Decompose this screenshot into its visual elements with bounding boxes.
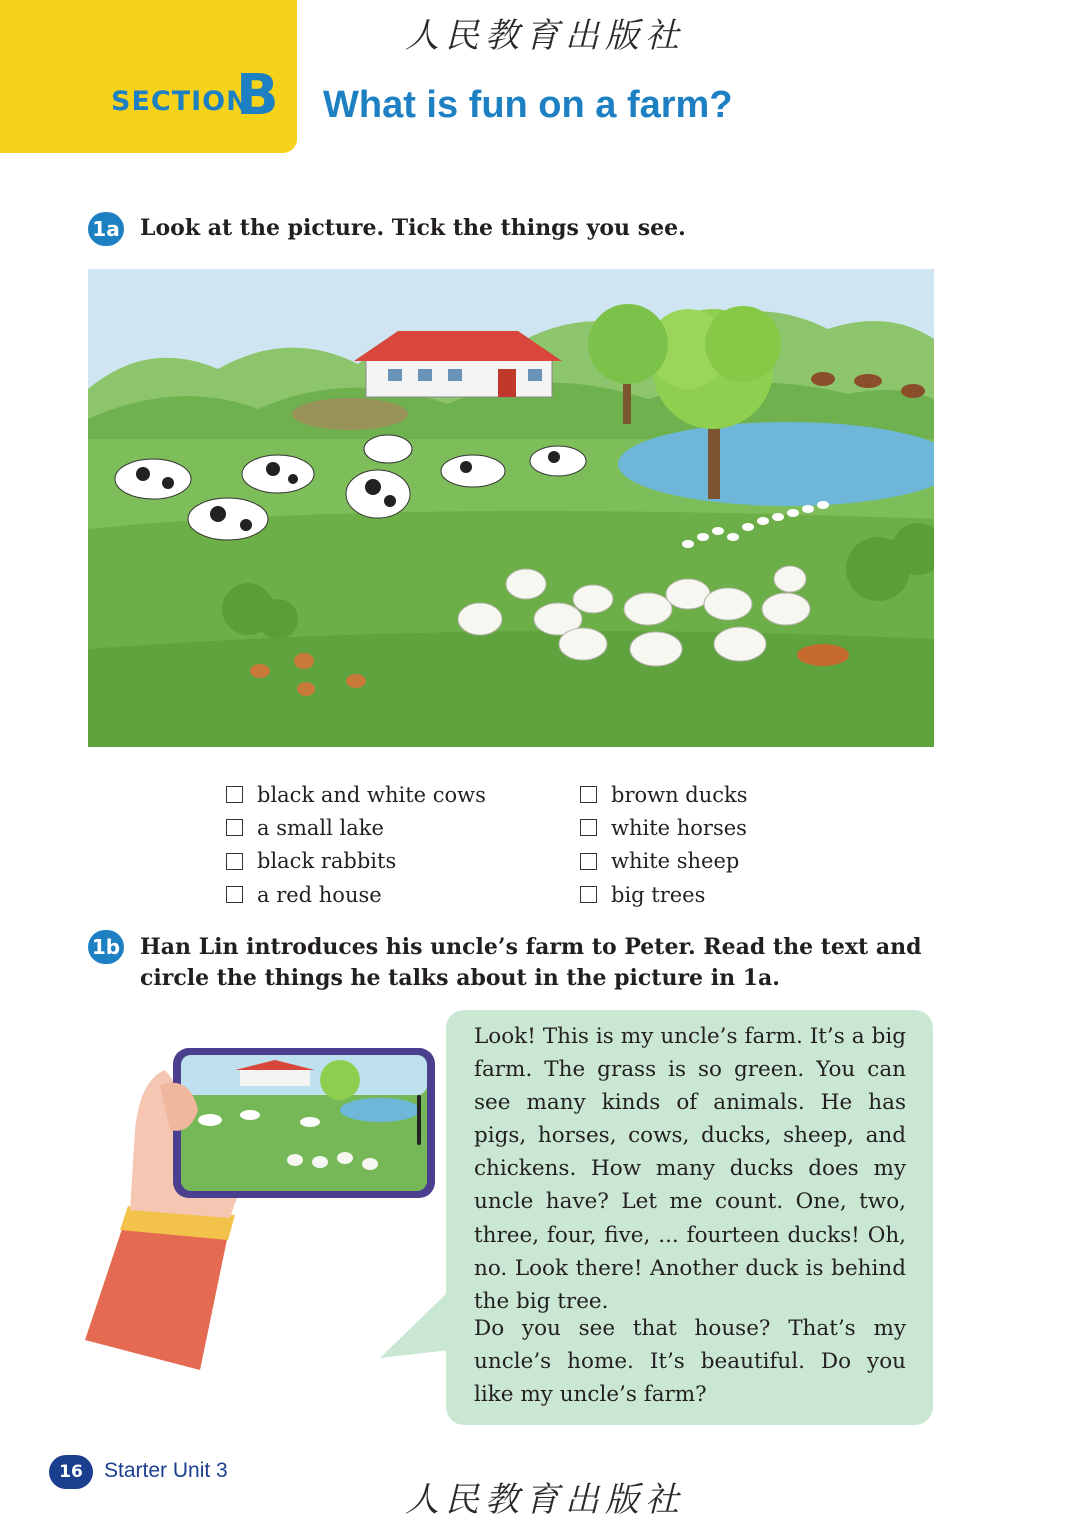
farm-illustration: [88, 269, 934, 747]
option-label: a small lake: [257, 815, 384, 840]
exercise-1a-instruction: Look at the picture. Tick the things you see.: [140, 215, 686, 241]
options-right-column: [580, 778, 748, 911]
option-label: a red house: [257, 882, 382, 907]
option-row[interactable]: [580, 811, 748, 844]
section-word: SECTION: [111, 86, 250, 117]
option-row[interactable]: [580, 778, 748, 811]
option-row[interactable]: [226, 778, 486, 811]
option-row[interactable]: [580, 845, 748, 878]
option-label: big trees: [611, 882, 706, 907]
unit-label: Starter Unit 3: [104, 1459, 228, 1482]
section-letter: B: [236, 63, 279, 128]
checkbox[interactable]: [226, 819, 243, 836]
option-row[interactable]: [580, 878, 748, 911]
page-number: 16: [49, 1455, 93, 1489]
exercise-1b-badge: 1b: [88, 930, 124, 964]
options-left-column: [226, 778, 486, 911]
page-title: What is fun on a farm?: [323, 84, 733, 126]
checkbox[interactable]: [226, 786, 243, 803]
option-label: white sheep: [611, 849, 740, 874]
option-label: black and white cows: [257, 782, 486, 807]
publisher-watermark-top: 人民教育出版社: [405, 16, 685, 56]
exercise-1a-badge: 1a: [88, 212, 124, 246]
section-tab: [0, 0, 297, 153]
publisher-watermark-bottom: 人民教育出版社: [405, 1480, 685, 1520]
farm-text-paragraph-2: Do you see that house? That’s my uncle’s home. It’s beautiful. Do you like my uncle’s farm?: [474, 1316, 906, 1408]
checkbox[interactable]: [580, 853, 597, 870]
checkbox[interactable]: [580, 886, 597, 903]
option-row[interactable]: [226, 845, 486, 878]
exercise-1b-instruction: Han Lin introduces his uncle’s farm to Peter. Read the text and circle the things he talks about in the picture in 1a.: [140, 934, 922, 991]
speech-bubble-tail: [380, 1290, 450, 1370]
checkbox[interactable]: [580, 786, 597, 803]
option-label: black rabbits: [257, 849, 397, 874]
option-row[interactable]: [226, 811, 486, 844]
option-label: brown ducks: [611, 782, 748, 807]
farm-text-paragraph-1: Look! This is my uncle’s farm. It’s a big farm. The grass is so green. You can see many kinds of animals. He has pigs, horses, cows, ducks, sheep, and chickens. How many ducks does my uncle have? Let me count. One, two, three, four, five, ... fourteen ducks! Oh, no. Look there! Another duck is behind the big tree.: [474, 1024, 906, 1314]
option-label: white horses: [611, 815, 747, 840]
checkbox[interactable]: [226, 853, 243, 870]
checkbox[interactable]: [226, 886, 243, 903]
option-row[interactable]: [226, 878, 486, 911]
checkbox[interactable]: [580, 819, 597, 836]
red-house-illustration: [354, 331, 562, 397]
